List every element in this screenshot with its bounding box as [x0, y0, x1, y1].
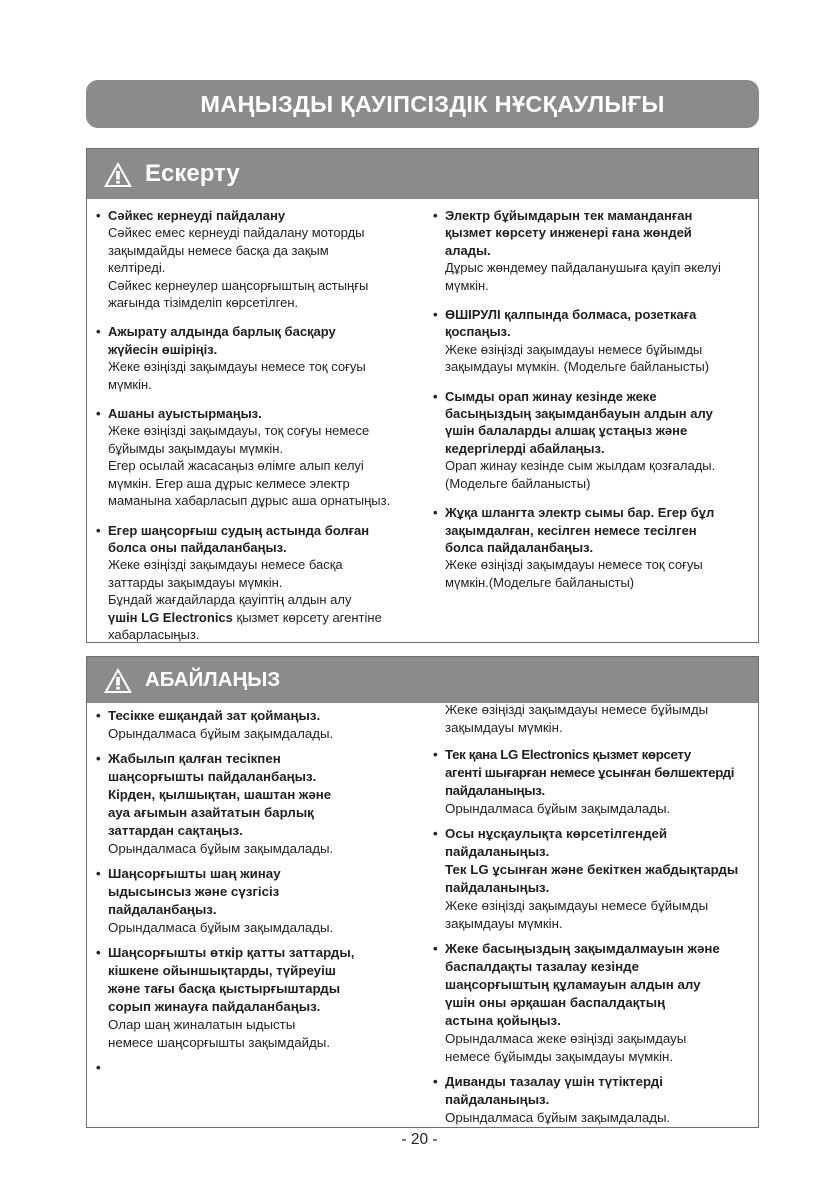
bullet: • — [96, 406, 101, 422]
warning-triangle-icon — [103, 161, 133, 188]
caution-item-body: Орындалмаса бұйым зақымдалады. — [445, 801, 671, 816]
warning-item-body: Сәйкес емес кернеуді пайдалану моторды зақымдайды немесе басқа да зақым келтіреді. Сәйкес кернеулер шаңсорғыштың астыңғы жағында тізімделіп көрсетілген. — [108, 225, 369, 311]
page-number: - 20 - — [401, 1131, 438, 1148]
caution-item-head: Осы нұсқаулықта көрсетілгендей пайдаланыңыз. Тек LG ұсынған және бекіткен жабдықтарды пайдаланыңыз. — [445, 826, 739, 895]
warning-item — [95, 522, 413, 644]
caution-item-head: Шаңсорғышты шаң жинау ыдысынсыз және сүзгісіз пайдаланбаңыз. — [108, 866, 281, 917]
body-bold-text: үшін LG Electronics — [108, 609, 233, 625]
body-text: қызмет көрсету агентіне хабарласыңыз. — [108, 609, 382, 642]
warning-item-head: Егер шаңсорғыш судың астында болған болса оны пайдаланбаңыз. — [108, 522, 370, 555]
warning-item-head: ӨШІРУЛІ қалпында болмаса, розеткаға қоспаңыз. — [445, 307, 697, 340]
warning-item-body: Жеке өзіңізді зақымдауы, тоқ соғуы немесе бұйымды зақымдауы мүмкін. Егер осылай жасасаңыз өлімге алып келуі мүмкін. Егер аша дұрыс келмесе электр маманына хабарласып дұрыс аша орнатыңыз. — [108, 423, 391, 509]
caution-item-body: Орындалмаса жеке өзіңізді зақымдауы немесе бұйымды зақымдауы мүмкін. — [445, 1031, 687, 1064]
warning-item — [95, 323, 413, 393]
warning-triangle-icon — [103, 667, 133, 694]
bullet: • — [433, 941, 438, 956]
bullet: • — [433, 826, 438, 841]
warning-item-body: Дұрыс жөндемеу пайдаланушыға қауіп әкелуі мүмкін. — [445, 260, 721, 293]
bullet: • — [433, 388, 438, 404]
bullet: • — [96, 708, 101, 723]
warning-item — [432, 207, 754, 294]
warning-item — [95, 207, 413, 311]
bullet: • — [96, 522, 101, 538]
caution-item — [95, 750, 413, 858]
caution-item-body: Жеке өзіңізді зақымдауы немесе бұйымды зақымдауы мүмкін. — [445, 702, 709, 735]
warning-item-head: Сәйкес кернеуді пайдалану — [108, 208, 286, 223]
warning-item-head: Электр бұйымдарын тек маманданған қызмет көрсету инженері ғана жөндей алады. — [445, 208, 693, 258]
warning-item-body: Жеке өзіңізді зақымдауы немесе тоқ соғуы мүмкін.(Модельге байланысты) — [445, 557, 703, 590]
warning-section — [86, 148, 759, 643]
warning-item-body — [108, 556, 413, 643]
bullet: • — [433, 747, 438, 762]
bullet: • — [96, 751, 101, 766]
warning-item-body: Жеке өзіңізді зақымдауы немесе бұйымды зақымдауы мүмкін. (Модельге байланысты) — [445, 341, 710, 375]
caution-item-head: Тек қана LG Electronics қызмет көрсету агенті шығарған немесе ұсынған бөлшектерді пайдаланыңыз. — [445, 747, 735, 798]
bullet: • — [433, 1074, 438, 1089]
warning-item-head: Сымды орап жинау кезінде жеке басыңыздың зақымданбауын алдын алу үшін балаларды алшақ ұстаңыз және кедергілерді абайлаңыз. — [445, 388, 713, 456]
caution-item-body: Орындалмаса бұйым зақымдалады. — [108, 841, 334, 856]
caution-item — [95, 944, 413, 1052]
caution-item-continued — [432, 701, 754, 737]
caution-item — [95, 707, 413, 743]
bullet: • — [96, 1060, 101, 1075]
caution-item-head: Диванды тазалау үшін түтіктерді пайдаланыңыз. — [445, 1074, 663, 1107]
warning-item-head: Жұқа шлангта электр сымы бар. Егер бұл зақымдалған, кесілген немесе тесілген болса пайдаланбаңыз. — [445, 505, 715, 555]
warning-left-column — [95, 207, 413, 655]
caution-item — [432, 940, 754, 1066]
caution-item-head: Шаңсорғышты өткір қатты заттарды, кішкене ойыншықтарды, түйреуіш және тағы басқа қыстырғыштарды сорып жинауға пайдаланбаңыз. — [108, 945, 355, 1014]
bullet: • — [96, 945, 101, 960]
page-title: МАҢЫЗДЫ ҚАУІПСІЗДІК НҰСҚАУЛЫҒЫ — [86, 80, 759, 128]
warning-item — [432, 504, 754, 591]
caution-header — [87, 657, 758, 703]
caution-item — [95, 865, 413, 937]
caution-item-head: Тесікке ешқандай зат қоймаңыз. — [108, 708, 321, 723]
caution-right-column — [432, 701, 754, 1134]
warning-item-body: Жеке өзіңізді зақымдауы немесе тоқ соғуы мүмкін. — [108, 359, 366, 392]
warning-item-body: Орап жинау кезінде сым жылдам қозғалады. (Модельге байланысты) — [445, 458, 716, 491]
caution-item-body: Орындалмаса бұйым зақымдалады. — [108, 726, 334, 741]
caution-section — [86, 656, 759, 1128]
bullet: • — [96, 866, 101, 881]
body-text: Жеке өзіңізді зақымдауы немесе басқа заттарды зақымдауы мүмкін. Бұндай жағдайларда қауіптің алдын алу — [108, 557, 352, 608]
caution-item-body: Орындалмаса бұйым зақымдалады. — [445, 1110, 671, 1125]
caution-left-column — [95, 707, 413, 1075]
caution-item-body: Жеке өзіңізді зақымдауы немесе бұйымды зақымдауы мүмкін. — [445, 898, 709, 931]
warning-item — [95, 405, 413, 509]
caution-label: АБАЙЛАҢЫЗ — [145, 668, 281, 691]
caution-item-head: Жабылып қалған тесікпен шаңсорғышты пайдаланбаңыз. Кірден, қылшықтан, шаштан және ауа ағымын азайтатын барлық заттардан сақтаңыз. — [108, 751, 332, 838]
caution-item-head: Жеке басыңыздың зақымдалмауын және баспалдақты тазалау кезінде шаңсорғыштың құламауын алдын алу үшін оны әрқашан баспалдақтың астына қойыңыз. — [445, 941, 720, 1028]
caution-item — [432, 746, 754, 818]
warning-right-column — [432, 207, 754, 603]
warning-label: Ескерту — [145, 160, 240, 187]
bullet: • — [433, 505, 438, 521]
caution-item — [432, 825, 754, 933]
warning-item — [432, 388, 754, 492]
warning-item-head: Ашаны ауыстырмаңыз. — [108, 406, 262, 422]
warning-item — [432, 306, 754, 376]
caution-item-body: Олар шаң жиналатын ыдысты немесе шаңсорғышты зақымдайды. — [108, 1017, 331, 1050]
bullet: • — [96, 208, 101, 223]
caution-item-body: Орындалмаса бұйым зақымдалады. — [108, 920, 334, 935]
bullet: • — [433, 208, 438, 223]
warning-header — [87, 149, 758, 199]
bullet: • — [96, 324, 101, 340]
caution-item — [432, 1073, 754, 1127]
warning-item-head: Ажырату алдында барлық басқару жүйесін өшіріңіз. — [108, 324, 336, 357]
bullet: • — [433, 307, 438, 323]
